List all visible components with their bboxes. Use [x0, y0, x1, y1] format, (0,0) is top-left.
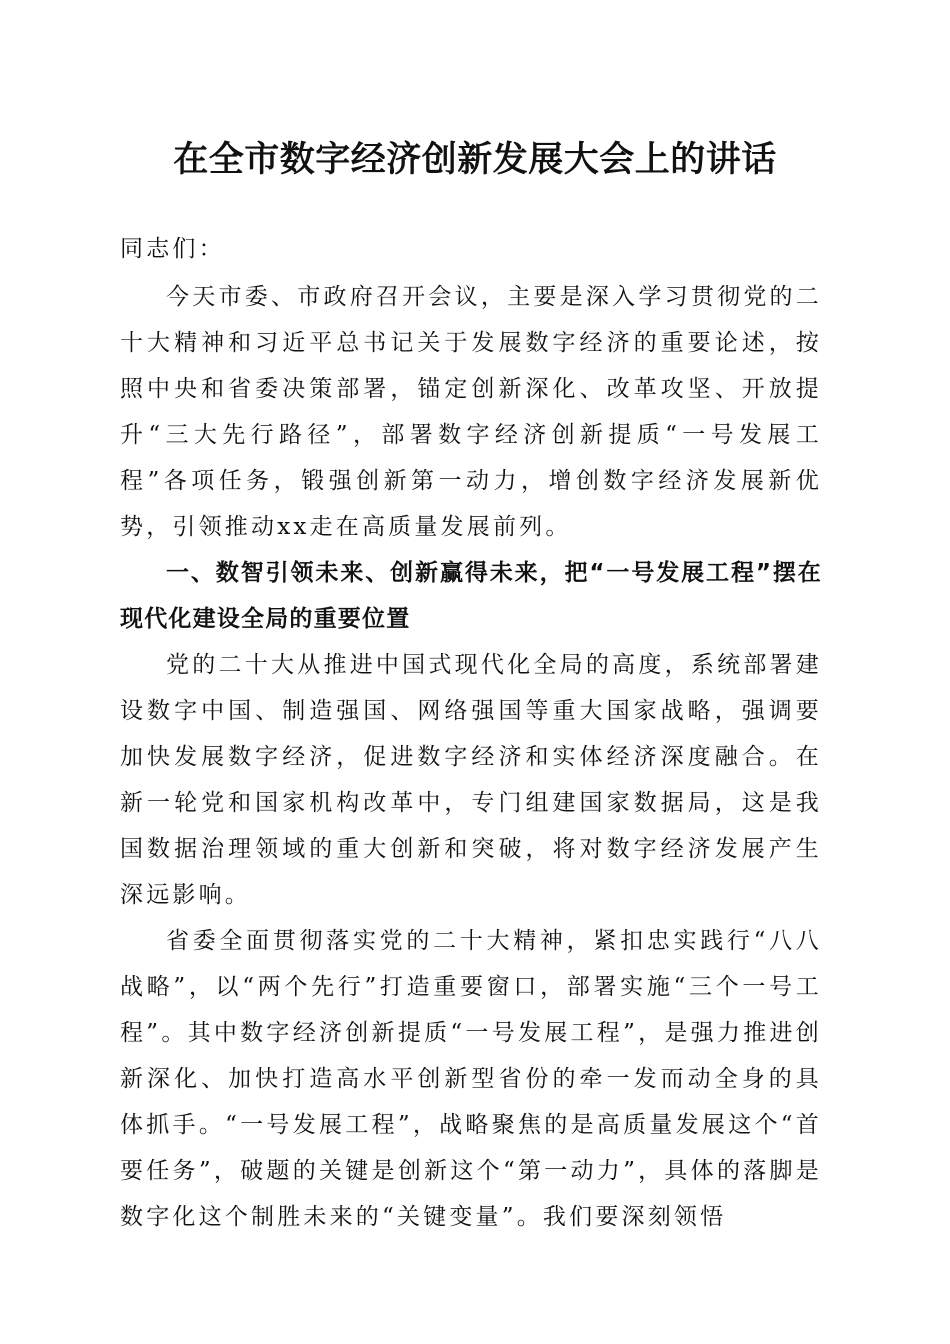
document-body: [120, 226, 822, 1240]
body-paragraph-1: 党的二十大从推进中国式现代化全局的高度，系统部署建设数字中国、制造强国、网络强国等重大国家战略，强调要加快发展数字经济，促进数字经济和实体经济深度融合。在新一轮党和国家机构改革中，专门组建国家数据局，这是我国数据治理领域的重大创新和突破，将对数字经济发展产生深远影响。: [120, 652, 822, 908]
salutation: 同志们：: [120, 236, 225, 262]
document-title: 在全市数字经济创新发展大会上的讲话: [173, 139, 777, 180]
section-heading-1: 一、数智引领未来、创新赢得未来，把“一号发展工程”摆在现代化建设全局的重要位置: [120, 560, 822, 632]
intro-paragraph: 今天市委、市政府召开会议，主要是深入学习贯彻党的二十大精神和习近平总书记关于发展数字经济的重要论述，按照中央和省委决策部署，锚定创新深化、改革攻坚、开放提升“三大先行路径”，部署数字经济创新提质“一号发展工程”各项任务，锻强创新第一动力，增创数字经济发展新优势，引领推动xx走在高质量发展前列。: [120, 284, 822, 540]
body-paragraph-2: 省委全面贯彻落实党的二十大精神，紧扣忠实践行“八八战略”，以“两个先行”打造重要窗口，部署实施“三个一号工程”。其中数字经济创新提质“一号发展工程”，是强力推进创新深化、加快打造高水平创新型省份的牵一发而动全身的具体抓手。“一号发展工程”，战略聚焦的是高质量发展这个“首要任务”，破题的关键是创新这个“第一动力”，具体的落脚是数字化这个制胜未来的“关键变量”。我们要深刻领悟: [120, 928, 822, 1230]
